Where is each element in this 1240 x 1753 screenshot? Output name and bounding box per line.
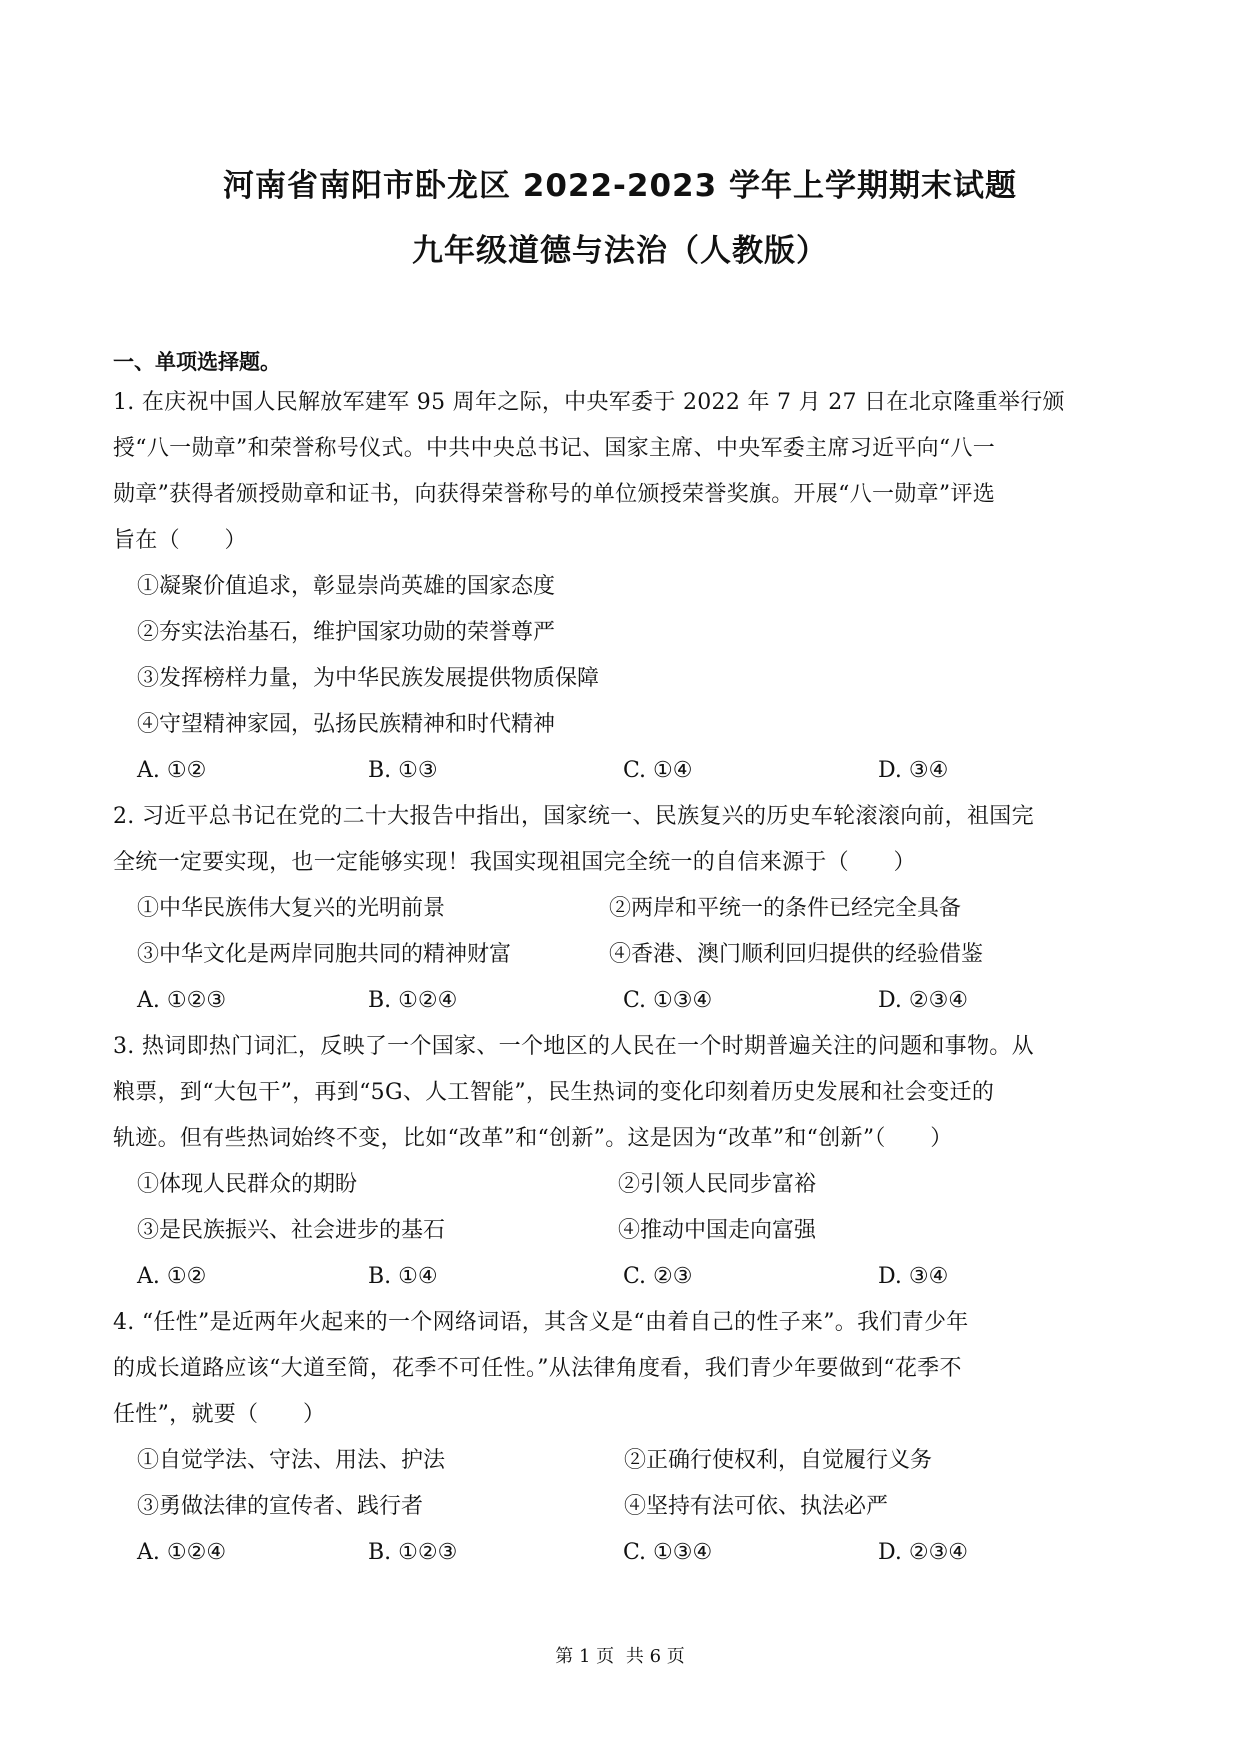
question-3-choice-c: C. ②③ [623, 1264, 693, 1289]
question-1-choice-d: D. ③④ [878, 758, 949, 783]
exam-title: 河南省南阳市卧龙区 2022-2023 学年上学期期末试题 [222, 168, 1017, 204]
question-4-option: ②正确行使权利，自觉履行义务 [624, 1448, 933, 1473]
question-3-stem-line: 3. 热词即热门词汇，反映了一个国家、一个地区的人民在一个时期普遍关注的问题和事物。从 [113, 1034, 1034, 1059]
question-4-choice-a: A. ①②④ [137, 1540, 227, 1565]
question-1-option: ①凝聚价值追求，彰显崇尚英雄的国家态度 [137, 574, 556, 599]
question-2-option: ④香港、澳门顺利回归提供的经验借鉴 [609, 942, 984, 967]
page-footer [0, 1642, 1240, 1668]
question-3-stem-line: 轨迹。但有些热词始终不变，比如“改革”和“创新”。这是因为“改革”和“创新”（ ） [113, 1126, 953, 1151]
question-2-choice-b: B. ①②④ [368, 988, 458, 1013]
question-4-stem-line: 4. “任性”是近两年火起来的一个网络词语，其含义是“由着自己的性子来”。我们青少年 [113, 1310, 969, 1335]
question-1-stem-line: 勋章”获得者颁授勋章和证书，向获得荣誉称号的单位颁授荣誉奖旗。开展“八一勋章”评选 [113, 482, 996, 507]
question-2-choice-d: D. ②③④ [878, 988, 969, 1013]
section-heading: 一、单项选择题。 [113, 350, 281, 374]
question-4-choice-d: D. ②③④ [878, 1540, 969, 1565]
question-2-choice-a: A. ①②③ [137, 988, 227, 1013]
question-1-choice-c: C. ①④ [623, 758, 693, 783]
question-2-stem-line: 全统一定要实现，也一定能够实现！我国实现祖国完全统一的自信来源于（ ） [113, 850, 916, 875]
question-4-option: ①自觉学法、守法、用法、护法 [137, 1448, 446, 1473]
question-1-stem-line: 旨在（ ） [113, 528, 247, 553]
page-total: 共 6 页 [625, 1646, 685, 1667]
question-1-option: ③发挥榜样力量，为中华民族发展提供物质保障 [137, 666, 600, 691]
question-2-option: ②两岸和平统一的条件已经完全具备 [609, 896, 962, 921]
question-2-option: ③中华文化是两岸同胞共同的精神财富 [137, 942, 512, 967]
question-4-option: ③勇做法律的宣传者、践行者 [137, 1494, 424, 1519]
question-4-stem-line: 任性”，就要（ ） [113, 1402, 326, 1427]
question-4-choice-c: C. ①③④ [623, 1540, 713, 1565]
question-3-choice-d: D. ③④ [878, 1264, 949, 1289]
question-3-option: ①体现人民群众的期盼 [137, 1172, 358, 1197]
question-1-choice-a: A. ①② [137, 758, 207, 783]
question-3-option: ③是民族振兴、社会进步的基石 [137, 1218, 446, 1243]
question-3-option: ④推动中国走向富强 [618, 1218, 817, 1243]
question-1-stem-line: 1. 在庆祝中国人民解放军建军 95 周年之际，中央军委于 2022 年 7 月 27 日在北京隆重举行颁 [113, 390, 1065, 415]
question-3-stem-line: 粮票，到“大包干”，再到“5G、人工智能”，民生热词的变化印刻着历史发展和社会变迁的 [113, 1080, 995, 1105]
question-2-stem-line: 2. 习近平总书记在党的二十大报告中指出，国家统一、民族复兴的历史车轮滚滚向前，祖国完 [113, 804, 1034, 829]
question-1-option: ④守望精神家园，弘扬民族精神和时代精神 [137, 712, 556, 737]
question-1-choice-b: B. ①③ [368, 758, 438, 783]
question-4-option: ④坚持有法可依、执法必严 [624, 1494, 889, 1519]
question-2-choice-c: C. ①③④ [623, 988, 713, 1013]
question-1-option: ②夯实法治基石，维护国家功勋的荣誉尊严 [137, 620, 556, 645]
question-2-option: ①中华民族伟大复兴的光明前景 [137, 896, 446, 921]
question-3-choice-a: A. ①② [137, 1264, 207, 1289]
question-3-option: ②引领人民同步富裕 [618, 1172, 817, 1197]
page-number: 第 1 页 [555, 1646, 615, 1667]
question-1-stem-line: 授“八一勋章”和荣誉称号仪式。中共中央总书记、国家主席、中央军委主席习近平向“八一 [113, 436, 996, 461]
question-3-choice-b: B. ①④ [368, 1264, 438, 1289]
exam-subtitle: 九年级道德与法治（人教版） [412, 233, 828, 269]
question-4-stem-line: 的成长道路应该“大道至简，花季不可任性。”从法律角度看，我们青少年要做到“花季不 [113, 1356, 962, 1381]
question-4-choice-b: B. ①②③ [368, 1540, 458, 1565]
